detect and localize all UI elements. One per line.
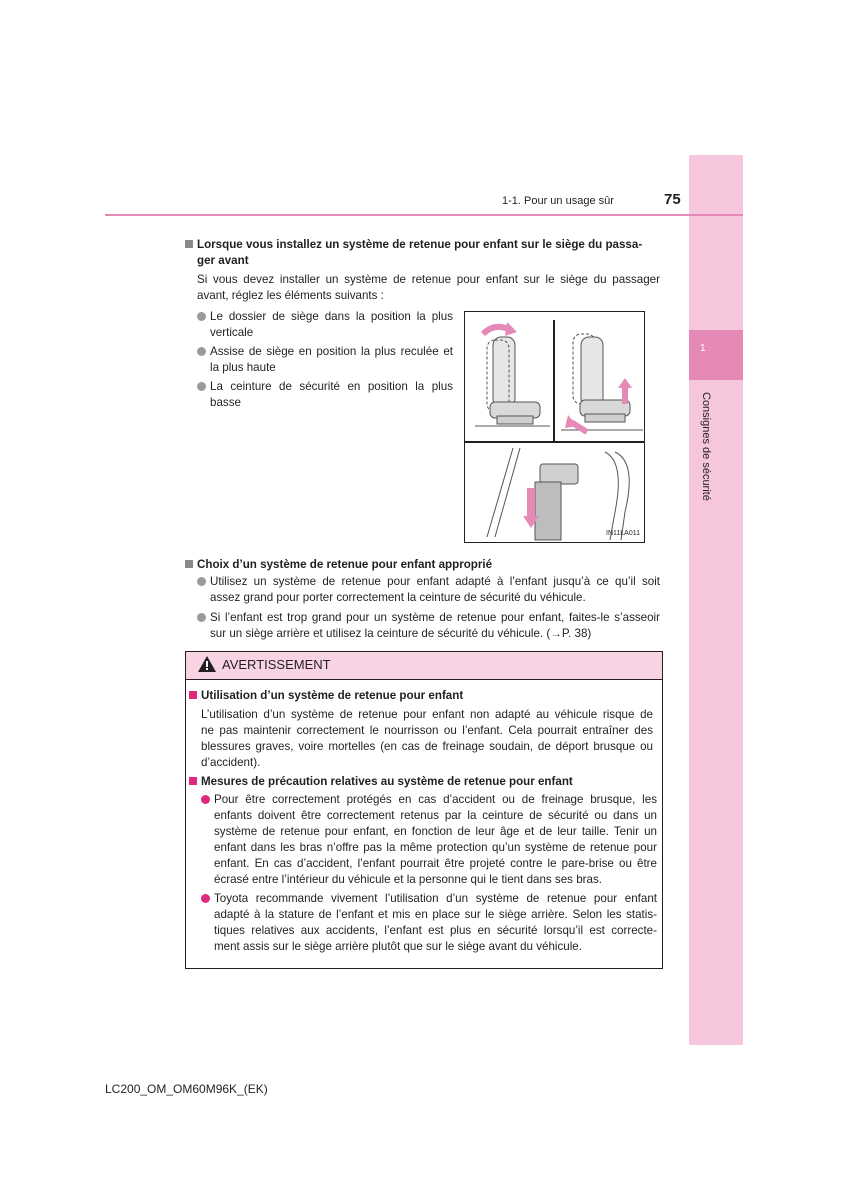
section2-bullet-2 (197, 610, 660, 642)
bullet-text: verticale (210, 326, 254, 339)
chapter-side-tab (689, 155, 743, 1045)
round-bullet-icon (197, 312, 206, 321)
seat-illustration (465, 312, 644, 542)
warning-sub2-bullet-1 (201, 792, 657, 888)
bullet-text: assez grand pour porter correctement la ceinture de sécurité du véhicule. (210, 591, 586, 604)
bullet-text: sur un siège arrière et utilisez la ceinture de sécurité du véhicule. (→P. 38) (210, 627, 592, 640)
paragraph-line: tiques relatives aux accidents, l’enfant est plus en sécurité lorsqu’il est correcte- (214, 924, 657, 937)
paragraph-line: ne pas maintenir correctement le nourrisson ou l’enfant. Cela pourrait entraîner des (201, 724, 653, 737)
warning-sub2-heading: Mesures de précaution relatives au système de retenue pour enfant (189, 774, 573, 790)
warning-sub2-bullet-2 (201, 891, 657, 955)
square-bullet-icon (185, 560, 193, 568)
header-rule (105, 214, 743, 216)
section1-heading-cont: ger avant (197, 254, 249, 267)
section1-heading: Lorsque vous installez un système de retenue pour enfant sur le siège du passa- (185, 237, 665, 253)
square-bullet-icon (189, 691, 197, 699)
round-bullet-icon (197, 347, 206, 356)
left-seat-icon (475, 337, 550, 426)
bullet-text: Utilisez un système de retenue pour enfant adapté à l’enfant jusqu’à ce qu’il soit (210, 575, 660, 588)
paragraph-line: Toyota recommande vivement l’utilisation d’un système de retenue pour enfant (214, 892, 657, 905)
paragraph-line: système de retenue pour enfant, en fonction de leur âge et de leur taille. Tenir un (214, 825, 657, 838)
paragraph-line: écrasé entre l’intérieur du véhicule et la personne qui le tient dans ses bras. (214, 873, 602, 886)
paragraph-line: enfant. En cas d’accident, l’enfant pourrait être projeté contre le pare-brise ou être (214, 857, 657, 870)
section2-heading: Choix d’un système de retenue pour enfant approprié (185, 557, 492, 573)
bullet-text: basse (210, 396, 241, 409)
bullet-text: Si l’enfant est trop grand pour un système de retenue pour enfant, faites-le s’asseoir (210, 611, 660, 624)
warning-title: AVERTISSEMENT (222, 657, 331, 672)
round-bullet-icon (197, 613, 206, 622)
figure-code: IN11LA011 (606, 530, 640, 537)
document-code: LC200_OM_OM60M96K_(EK) (105, 1082, 268, 1096)
right-seat-icon (561, 334, 643, 430)
warning-triangle-icon (198, 656, 216, 672)
paragraph-line: L’utilisation d’un système de retenue pour enfant non adapté au véhicule risque de (201, 708, 653, 721)
bullet-text: Assise de siège en position la plus reculée et (210, 345, 453, 358)
paragraph-line: enfant dans les bras n’offre pas la même protection qu’un système de retenue pour (214, 841, 657, 854)
bullet-text: la plus haute (210, 361, 276, 374)
chapter-number-tab[interactable] (689, 330, 743, 380)
section1-intro-line1: Si vous devez installer un système de retenue pour enfant sur le siège du passager (197, 273, 660, 286)
square-bullet-icon (185, 240, 193, 248)
paragraph-line: ment assis sur le siège arrière plutôt que sur le siège avant du véhicule. (214, 940, 582, 953)
section1-bullet-3 (197, 379, 453, 411)
chapter-number: 1 (700, 343, 706, 354)
round-bullet-icon (201, 894, 210, 903)
section-title: 1-1. Pour un usage sûr (502, 195, 614, 207)
section1-bullet-2 (197, 344, 453, 376)
chapter-label: Consignes de sécurité (700, 392, 712, 501)
round-bullet-icon (197, 577, 206, 586)
paragraph-line: adapté à la stature de l’enfant et mis en place sur le siège arrière. Selon les statis- (214, 908, 657, 921)
warning-sub1-heading: Utilisation d’un système de retenue pour enfant (189, 688, 463, 704)
seat-adjustment-figure (464, 311, 645, 543)
warning-sub1-body (201, 707, 653, 771)
round-bullet-icon (197, 382, 206, 391)
paragraph-line: Pour être correctement protégés en cas d’accident ou de freinage brusque, les (214, 793, 657, 806)
paragraph-line: enfants doivent être correctement retenus par la ceinture de sécurité ou dans un (214, 809, 657, 822)
paragraph-line: blessures graves, voire mortelles (en cas de freinage soudain, de déport brusque ou (201, 740, 653, 753)
bullet-text: Le dossier de siège dans la position la plus (210, 310, 453, 323)
square-bullet-icon (189, 777, 197, 785)
paragraph-line: d’accident). (201, 756, 261, 769)
section1-bullet-1 (197, 309, 453, 341)
bullet-text: La ceinture de sécurité en position la plus (210, 380, 453, 393)
section2-bullet-1 (197, 574, 660, 606)
seatbelt-anchor-icon (487, 448, 629, 540)
round-bullet-icon (201, 795, 210, 804)
section1-intro-line2: avant, réglez les éléments suivants : (197, 289, 384, 302)
page-number: 75 (664, 191, 681, 208)
